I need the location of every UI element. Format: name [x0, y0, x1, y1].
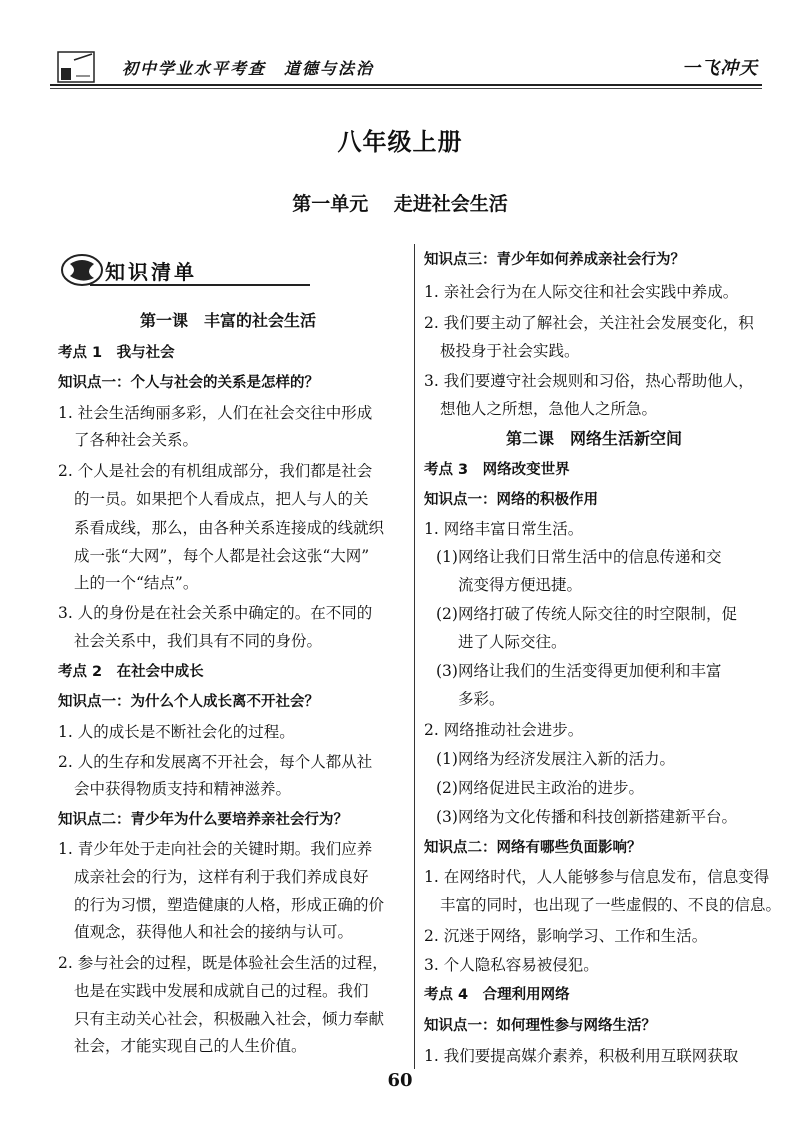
banner-label: 知识清单: [105, 260, 197, 284]
text-line-continued: 极投身于社会实践。: [440, 342, 580, 360]
header-rule-thin: [50, 88, 762, 89]
text-line-continued: 只有主动关心社会，积极融入社会，倾力奉献: [74, 1010, 385, 1028]
sub-item: (2)网络打破了传统人际交往的时空限制，促: [436, 605, 737, 623]
exam-point-heading: 考点 1 我与社会: [58, 345, 175, 361]
sub-item: (3)网络为文化传播和科技创新搭建新平台。: [436, 808, 737, 826]
text-line-continued: 值观念，获得他人和社会的接纳与认可。: [74, 923, 354, 941]
knowledge-point-heading: 知识点二：青少年为什么要培养亲社会行为？: [58, 812, 348, 828]
text-line: 2. 我们要主动了解社会，关注社会发展变化，积: [424, 314, 754, 332]
text-line-continued: 会中获得物质支持和精神滋养。: [74, 780, 292, 798]
page-number: 60: [387, 1070, 413, 1091]
text-line: 1. 人的成长是不断社会化的过程。: [58, 723, 295, 741]
exam-point-heading: 考点 2 在社会中成长: [58, 664, 204, 680]
sub-item-continued: 进了人际交往。: [458, 633, 567, 651]
text-line: 2. 沉迷于网络，影响学习、工作和生活。: [424, 927, 708, 945]
text-line: 3. 人的身份是在社会关系中确定的。在不同的: [58, 604, 373, 622]
knowledge-point-heading: 知识点一：为什么个人成长离不开社会？: [58, 694, 319, 710]
banner-rule: [90, 284, 310, 286]
banner-ornament-icon: [60, 252, 104, 288]
text-line-continued: 上的一个“结点”。: [74, 574, 199, 592]
text-line: 3. 我们要遵守社会规则和习俗，热心帮助他人，: [424, 372, 754, 390]
grade-title: 八年级上册: [337, 128, 463, 156]
knowledge-point-heading: 知识点二：网络有哪些负面影响？: [424, 840, 642, 856]
text-line-continued: 也是在实践中发展和成就自己的过程。我们: [74, 982, 369, 1000]
text-line: 1. 社会生活绚丽多彩，人们在社会交往中形成: [58, 404, 373, 422]
text-line: 2. 个人是社会的有机组成部分，我们都是社会: [58, 462, 373, 480]
text-line: 1. 在网络时代，人人能够参与信息发布，信息变得: [424, 868, 770, 886]
sub-item-continued: 多彩。: [458, 690, 505, 708]
exam-point-heading: 考点 3 网络改变世界: [424, 462, 570, 478]
text-line: 3. 个人隐私容易被侵犯。: [424, 956, 599, 974]
knowledge-list-banner: [60, 252, 310, 288]
header-rule: [50, 84, 762, 86]
knowledge-point-heading: 知识点一：网络的积极作用: [424, 492, 598, 508]
text-line-continued: 系看成线，那么，由各种关系连接成的线就织: [74, 519, 385, 537]
knowledge-point-heading: 知识点一：个人与社会的关系是怎样的？: [58, 375, 319, 391]
lesson-title: 第二课 网络生活新空间: [505, 429, 682, 448]
header-brand: 一飞冲天: [682, 58, 758, 79]
text-line-continued: 的行为习惯，塑造健康的人格，形成正确的价: [74, 896, 385, 914]
series-logo-icon: [56, 50, 96, 84]
text-line-continued: 成亲社会的行为，这样有利于我们养成良好: [74, 868, 369, 886]
sub-item: (1)网络让我们日常生活中的信息传递和交: [436, 548, 722, 566]
exam-point-heading: 考点 4 合理利用网络: [424, 987, 570, 1003]
text-line-continued: 社会关系中，我们具有不同的身份。: [74, 632, 323, 650]
lesson-title: 第一课 丰富的社会生活: [139, 311, 316, 330]
text-line-continued: 了各种社会关系。: [74, 431, 199, 449]
text-line: 2. 参与社会的过程，既是体验社会生活的过程，: [58, 954, 388, 972]
text-line: 1. 亲社会行为在人际交往和社会实践中养成。: [424, 283, 739, 301]
sub-item: (1)网络为经济发展注入新的活力。: [436, 750, 675, 768]
unit-title: 第一单元 走进社会生活: [292, 193, 508, 215]
column-divider: [414, 244, 415, 1069]
sub-item: (3)网络让我们的生活变得更加便利和丰富: [436, 662, 722, 680]
text-line: 1. 青少年处于走向社会的关键时期。我们应养: [58, 840, 373, 858]
text-line-continued: 想他人之所想，急他人之所急。: [440, 400, 658, 418]
text-line: 1. 我们要提高媒介素养，积极利用互联网获取: [424, 1047, 739, 1065]
sub-item: (2)网络促进民主政治的进步。: [436, 779, 644, 797]
text-line: 2. 网络推动社会进步。: [424, 721, 584, 739]
text-line: 2. 人的生存和发展离不开社会，每个人都从社: [58, 753, 373, 771]
text-line-continued: 社会，才能实现自己的人生价值。: [74, 1037, 307, 1055]
sub-item-continued: 流变得方便迅捷。: [458, 576, 583, 594]
knowledge-point-heading: 知识点三：青少年如何养成亲社会行为？: [424, 252, 685, 268]
text-line-continued: 成一张“大网”，每个人都是社会这张“大网”: [74, 547, 370, 565]
knowledge-point-heading: 知识点一：如何理性参与网络生活？: [424, 1018, 656, 1034]
page-header: [50, 48, 762, 88]
text-line-continued: 丰富的同时，也出现了一些虚假的、不良的信息。: [440, 896, 782, 914]
text-line-continued: 的一员。如果把个人看成点，把人与人的关: [74, 490, 369, 508]
header-title: 初中学业水平考查 道德与法治: [122, 59, 375, 78]
text-line: 1. 网络丰富日常生活。: [424, 520, 584, 538]
